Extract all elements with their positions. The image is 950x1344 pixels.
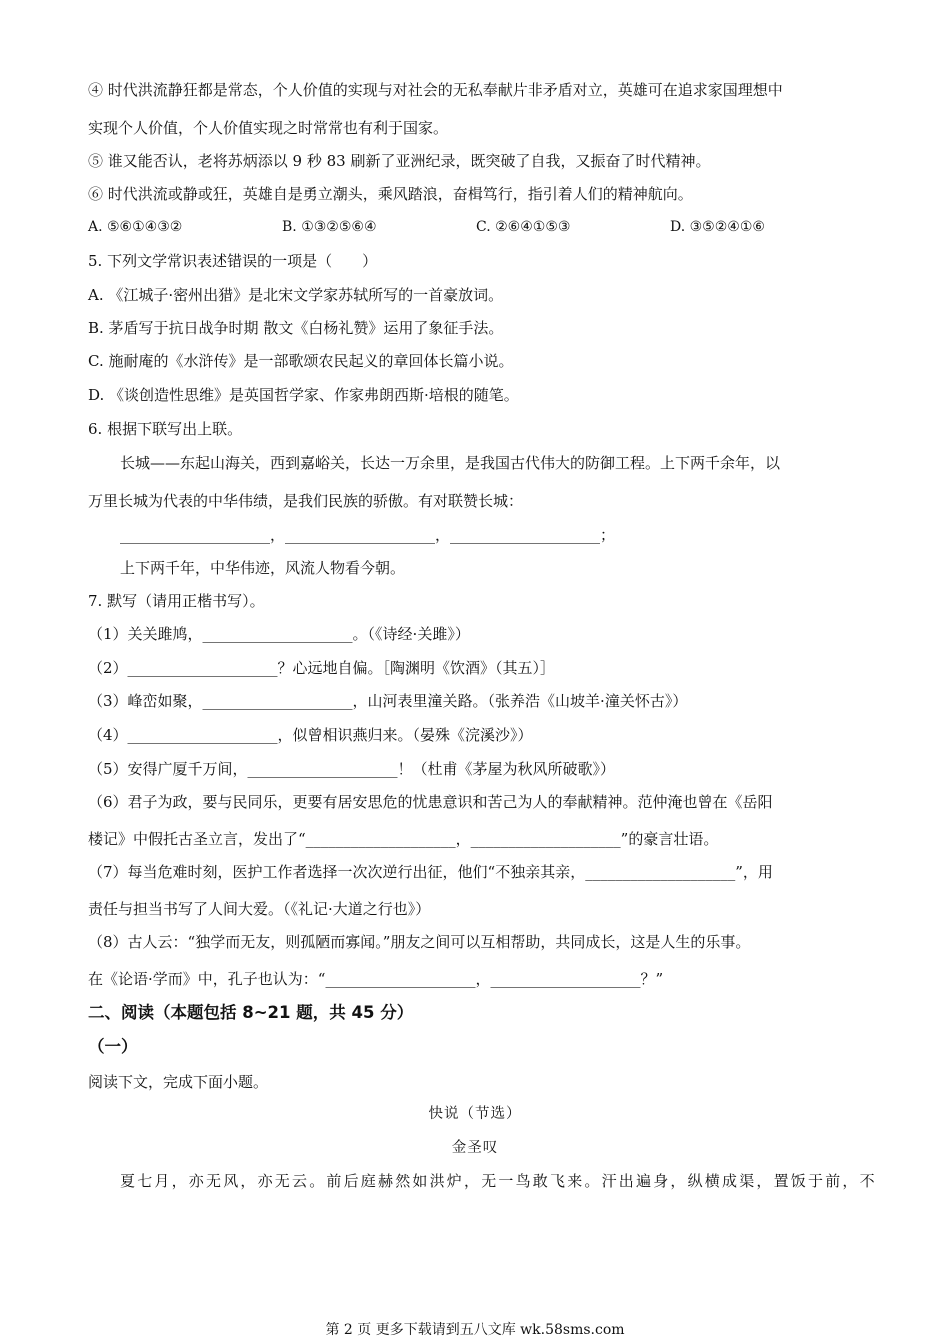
q7-item-3[interactable]: （3）峰峦如聚，____________________，山河表里潼关路。（张养浩《山坡羊·潼关怀古》）	[88, 692, 688, 710]
q5-option-b: B. 茅盾写于抗日战争时期 散文《白杨礼赞》运用了象征手法。	[88, 319, 504, 337]
q6-answer-blanks[interactable]: ____________________，____________________，____________________；	[120, 526, 616, 544]
q7-item-4[interactable]: （4）____________________，似曾相识燕归来。（晏殊《浣溪沙》）	[88, 726, 533, 744]
page-footer: 第 2 页 更多下载请到五八文库 wk.58sms.com	[325, 1322, 625, 1338]
q4-sentence-5: ⑤ 谁又能否认，老将苏炳添以 9 秒 83 刷新了亚洲纪录，既突破了自我，又振奋了时代精神。	[88, 152, 711, 170]
q6-stem: 6. 根据下联写出上联。	[88, 420, 243, 438]
q7-item-6b[interactable]: 楼记》中假托古圣立言，发出了“____________________，____________________”的豪言壮语。	[88, 830, 719, 848]
q7-item-7a[interactable]: （7）每当危难时刻，医护工作者选择一次次逆行出征，他们“不独亲其亲，____________________”，用	[88, 863, 773, 881]
q5-stem: 5. 下列文学常识表述错误的一项是（ ）	[88, 252, 378, 270]
q4-sentence-4b: 实现个人价值，个人价值实现之时常常也有利于国家。	[88, 119, 449, 137]
q7-item-7b: 责任与担当书写了人间大爱。（《礼记·大道之行也》）	[88, 900, 431, 918]
q4-option-c: C. ②⑥④①⑤③	[476, 219, 571, 235]
q7-item-8a: （8）古人云：“独学而无友，则孤陋而寡闻。”朋友之间可以互相帮助，共同成长，这是人生的乐事。	[88, 933, 751, 951]
passage-paragraph: 夏七月，亦无风，亦无云。前后庭赫然如洪炉，无一鸟敢飞来。汗出遍身，纵横成渠，置饭于前，不	[120, 1172, 877, 1190]
passage-title: 快说（节选）	[428, 1106, 522, 1122]
q7-item-5[interactable]: （5）安得广厦千万间，____________________！（杜甫《茅屋为秋风所破歌》）	[88, 760, 616, 778]
q7-item-6a: （6）君子为政，要与民同乐，更要有居安思危的忧患意识和苦己为人的奉献精神。范仲淹也曾在《岳阳	[88, 793, 773, 811]
q5-option-a: A. 《江城子·密州出猎》是北宋文学家苏轼所写的一首豪放词。	[88, 286, 504, 304]
subsection-heading: （一）	[88, 1037, 138, 1056]
q4-option-d: D. ③⑤②④①⑥	[670, 219, 765, 235]
q4-option-b: B. ①③②⑤⑥④	[282, 219, 377, 235]
q6-passage-line1: 长城——东起山海关，西到嘉峪关，长达一万余里，是我国古代伟大的防御工程。上下两千余年，以	[120, 454, 781, 472]
q5-option-d: D. 《谈创造性思维》是英国哲学家、作家弗朗西斯·培根的随笔。	[88, 386, 519, 404]
section-heading: 二、阅读（本题包括 8~21 题，共 45 分）	[88, 1003, 414, 1022]
q4-sentence-6: ⑥ 时代洪流或静或狂，英雄自是勇立潮头，乘风踏浪，奋楫笃行，指引着人们的精神航向。	[88, 185, 693, 203]
reading-instruction: 阅读下文，完成下面小题。	[88, 1073, 269, 1091]
q7-item-2[interactable]: （2）____________________？心远地自偏。［陶渊明《饮酒》（其五）］	[88, 659, 556, 677]
q7-item-1[interactable]: （1）关关雎鸠，____________________。（《诗经·关雎》）	[88, 625, 470, 643]
q6-passage-line2: 万里长城为代表的中华伟绩，是我们民族的骄傲。有对联赞长城：	[88, 492, 524, 510]
q5-option-c: C. 施耐庵的《水浒传》是一部歌颂农民起义的章回体长篇小说。	[88, 352, 514, 370]
q4-sentence-4a: ④ 时代洪流静狂都是常态，个人价值的实现与对社会的无私奉献片非矛盾对立，英雄可在追求家国理想中	[88, 81, 783, 99]
q6-lower-couplet: 上下两千年，中华伟迹，风流人物看今朝。	[120, 559, 406, 577]
q7-stem: 7. 默写（请用正楷书写）。	[88, 592, 265, 610]
q4-option-a: A. ⑤⑥①④③②	[88, 219, 183, 235]
q7-item-8b[interactable]: 在《论语·学而》中，孔子也认为：“____________________，____________________？”	[88, 970, 664, 988]
passage-author: 金圣叹	[451, 1140, 499, 1156]
